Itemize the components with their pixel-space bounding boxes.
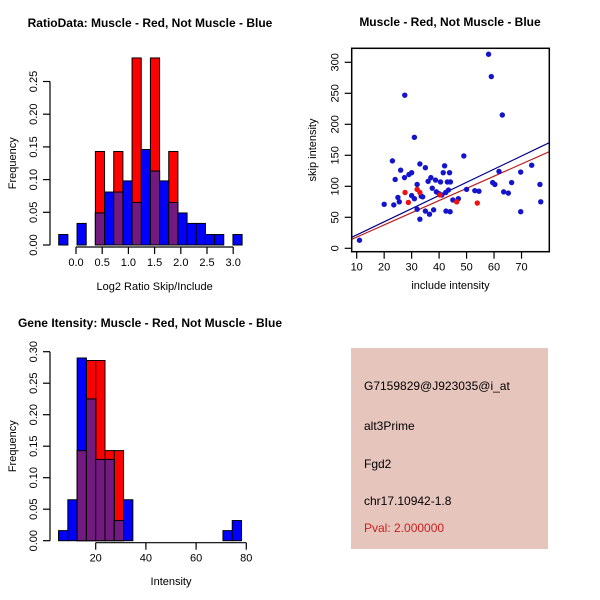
scatter-point (398, 167, 403, 172)
histogram-bar-blue (205, 235, 214, 245)
y-tick-label: 0.25 (28, 372, 40, 394)
scatter-point (448, 179, 453, 184)
y-tick-label: 0.25 (28, 70, 40, 93)
x-tick-label: 20 (89, 552, 102, 565)
scatter-point (402, 175, 407, 180)
muscle-fit-line (352, 152, 550, 240)
scatter-point (391, 202, 396, 207)
intensity-scatter-panel (300, 0, 600, 300)
x-tick-label: 60 (189, 552, 203, 565)
x-axis-label: include intensity (411, 280, 490, 292)
scatter-point (357, 238, 362, 243)
histogram-bar-blue (223, 531, 232, 541)
scatter-point (529, 163, 534, 168)
scatter-point (447, 209, 452, 214)
chart-title: RatioData: Muscle - Red, Not Muscle - Blue (27, 16, 273, 30)
scatter-point (476, 189, 481, 194)
scatter-point (509, 180, 514, 185)
x-tick-label: 0.5 (94, 257, 110, 269)
histogram-bar-blue (77, 223, 86, 245)
probe-id-text: G7159829@J923035@i_at (364, 379, 510, 393)
y-axis (43, 352, 50, 541)
y-axis (345, 62, 352, 248)
y-tick-label: 150 (329, 146, 342, 165)
histogram-bar-blue (160, 181, 169, 245)
histogram-bar-blue (196, 223, 205, 245)
scatter-point (492, 182, 497, 187)
histogram-bar-overlap (132, 202, 141, 245)
scatter-point (437, 192, 442, 197)
scatter-point (461, 153, 466, 158)
y-tick-label: 200 (329, 115, 342, 134)
scatter-point (414, 207, 419, 212)
scatter-point (538, 199, 543, 204)
y-tick-label: 300 (329, 53, 342, 72)
x-tick-label: 20 (378, 261, 391, 274)
gene-name-text: Fgd2 (364, 457, 392, 471)
scatter-point (414, 182, 419, 187)
scatter-point (518, 169, 523, 174)
histogram-bar-overlap (77, 451, 86, 541)
x-tick-label: 1.5 (146, 257, 163, 269)
y-tick-label: 0.20 (28, 403, 40, 426)
scatter-point (430, 185, 435, 190)
histogram-bar-blue (232, 521, 241, 541)
y-tick-label: 0.00 (28, 234, 40, 256)
x-tick-label: 60 (487, 261, 501, 274)
y-tick-label: 0.10 (28, 168, 40, 191)
locus-text: chr17.10942-1.8 (364, 494, 452, 508)
scatter-point (428, 175, 433, 180)
histogram-bar-blue (215, 235, 224, 245)
histogram-bar-overlap (114, 521, 123, 541)
x-tick-label: 40 (139, 552, 153, 565)
histogram-bar-overlap (86, 399, 95, 541)
scatter-point (417, 216, 422, 221)
scatter-point (427, 212, 432, 217)
histogram-bar-blue (59, 235, 68, 245)
gene-info-panel (351, 348, 548, 549)
scatter-point (501, 189, 506, 194)
scatter-point (475, 200, 480, 205)
histogram-bar-blue (233, 235, 242, 245)
x-tick-label: 40 (432, 261, 446, 274)
y-tick-label: 0.15 (28, 136, 40, 158)
y-tick-label: 0.10 (28, 466, 40, 489)
scatter-point (392, 177, 397, 182)
histogram-bar-overlap (96, 459, 105, 540)
x-tick-label: 0.0 (68, 257, 84, 269)
chart-title: Gene Itensity: Muscle - Red, Not Muscle - Blue (17, 316, 283, 330)
histogram-bar-blue (68, 500, 77, 541)
x-tick-label: 3.0 (225, 257, 241, 269)
scatter-point (417, 190, 422, 195)
scatter-point (464, 187, 469, 192)
x-tick-label: 2.0 (173, 257, 189, 269)
histogram-bar-overlap (169, 202, 178, 245)
scatter-point (412, 135, 417, 140)
y-axis-label: skip intensity (307, 118, 319, 182)
scatter-point (431, 207, 436, 212)
scatter-point (423, 165, 428, 170)
splice-type-text: alt3Prime (364, 419, 415, 433)
x-axis (96, 543, 247, 550)
x-axis (357, 252, 522, 259)
scatter-point (454, 199, 459, 204)
histogram-bar-overlap (114, 192, 123, 245)
histogram-bar-blue (178, 213, 187, 245)
x-tick-label: 80 (240, 552, 253, 565)
scatter-series-blue (357, 52, 544, 243)
x-axis-label: Log2 Ratio Skip/Include (96, 281, 213, 293)
histogram-bar-overlap (150, 171, 159, 245)
y-axis-label: Frequency (7, 420, 19, 473)
histogram-bar-blue (123, 181, 132, 245)
scatter-point (441, 170, 446, 175)
scatter-point (417, 161, 422, 166)
x-tick-label: 1.0 (120, 257, 137, 269)
gene-intensity-histogram-panel (0, 300, 300, 600)
x-tick-label: 10 (350, 261, 363, 274)
y-tick-label: 0.05 (28, 498, 40, 520)
histogram-bar-blue (141, 150, 150, 245)
y-tick-label: 0.20 (28, 103, 40, 125)
scatter-point (381, 202, 386, 207)
scatter-point (412, 196, 417, 201)
x-tick-label: 30 (405, 261, 418, 274)
y-tick-label: 100 (329, 177, 342, 196)
ratio-histogram-panel (0, 0, 300, 300)
y-axis-label: Frequency (7, 137, 19, 190)
y-tick-label: 0.30 (28, 340, 40, 363)
scatter-point (518, 209, 523, 214)
y-tick-label: 0 (329, 245, 342, 252)
histogram-bar-blue (105, 192, 114, 245)
x-tick-label: 2.5 (199, 257, 215, 269)
histogram-bar-overlap (95, 213, 104, 245)
histogram-bar-blue (124, 500, 133, 541)
histogram-bar-blue (59, 531, 68, 541)
scatter-point (447, 170, 452, 175)
scatter-point (402, 190, 407, 195)
y-tick-label: 0.15 (28, 435, 40, 457)
scatter-point (406, 200, 411, 205)
pval-text: Pval: 2.000000 (364, 521, 445, 535)
scatter-point (537, 182, 542, 187)
scatter-point (390, 158, 395, 163)
histogram-bar-overlap (105, 459, 114, 540)
x-axis (76, 247, 233, 254)
y-tick-label: 250 (329, 84, 342, 103)
scatter-point (496, 169, 501, 174)
y-tick-label: 0.00 (28, 529, 40, 552)
scatter-point (409, 170, 414, 175)
x-tick-label: 70 (515, 261, 528, 274)
scatter-point (506, 190, 511, 195)
y-axis (43, 82, 50, 246)
scatter-point (500, 112, 505, 117)
histogram-bar-blue (187, 223, 196, 245)
scatter-point (489, 74, 494, 79)
y-tick-label: 0.05 (28, 201, 40, 224)
scatter-point (397, 199, 402, 204)
y-tick-label: 50 (329, 211, 342, 224)
chart-title: Muscle - Red, Not Muscle - Blue (359, 15, 541, 29)
scatter-point (433, 177, 438, 182)
x-axis-label: Intensity (150, 576, 192, 588)
scatter-point (442, 163, 447, 168)
plot-box (352, 48, 550, 251)
x-tick-label: 50 (460, 261, 473, 274)
scatter-point (486, 52, 491, 57)
scatter-point (402, 92, 407, 97)
scatter-point (446, 187, 451, 192)
scatter-point (438, 179, 443, 184)
